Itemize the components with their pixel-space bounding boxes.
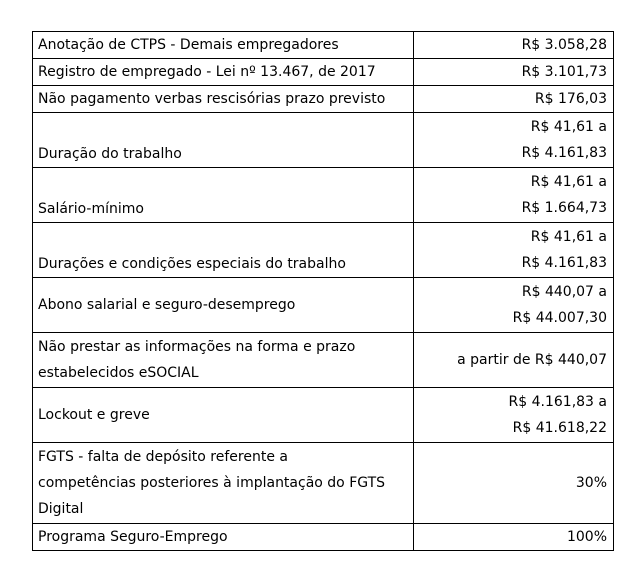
penalty-amount-text: R$ 3.101,73 xyxy=(521,64,607,80)
penalty-description-cell xyxy=(33,333,414,388)
penalty-amount-text: R$ 440,07 a xyxy=(521,284,607,300)
penalty-description-cell xyxy=(33,86,414,113)
penalty-description-text: Abono salarial e seguro-desemprego xyxy=(38,297,296,313)
penalty-amount-text: R$ 1.664,73 xyxy=(521,200,607,216)
penalty-amount-cell xyxy=(414,333,614,388)
penalty-amount-cell xyxy=(414,168,614,223)
penalty-amount-cell xyxy=(414,278,614,333)
penalty-description-text: estabelecidos eSOCIAL xyxy=(38,365,199,381)
penalty-amount-cell xyxy=(414,524,614,551)
penalty-amount-cell xyxy=(414,32,614,59)
penalty-amount-text: R$ 41,61 a xyxy=(530,229,607,245)
penalty-description-text: FGTS - falta de depósito referente a xyxy=(38,449,288,465)
penalty-description-text: Não pagamento verbas rescisórias prazo previsto xyxy=(38,91,386,107)
penalty-amount-cell xyxy=(414,443,614,524)
penalty-amount-cell xyxy=(414,59,614,86)
penalty-description-text: Lockout e greve xyxy=(38,407,150,423)
penalty-amount-text: 100% xyxy=(566,529,607,545)
penalty-description-text: Registro de empregado - Lei nº 13.467, de 2017 xyxy=(38,64,376,80)
penalty-description-cell xyxy=(33,524,414,551)
penalty-amount-cell xyxy=(414,86,614,113)
penalty-description-cell xyxy=(33,278,414,333)
table-row xyxy=(33,278,614,333)
penalty-description-text: Digital xyxy=(38,501,84,517)
penalty-amount-text: R$ 41,61 a xyxy=(530,119,607,135)
penalty-description-text: Salário-mínimo xyxy=(38,201,144,217)
penalty-description-text: Anotação de CTPS - Demais empregadores xyxy=(38,37,339,53)
penalty-amount-cell xyxy=(414,223,614,278)
penalty-amount-cell xyxy=(414,388,614,443)
penalty-description-text: Programa Seguro-Emprego xyxy=(38,529,228,545)
table-row xyxy=(33,388,614,443)
penalty-description-cell xyxy=(33,32,414,59)
table-row xyxy=(33,443,614,524)
penalty-description-text: Não prestar as informações na forma e prazo xyxy=(38,339,356,355)
penalties-table-body xyxy=(33,32,614,551)
table-row xyxy=(33,59,614,86)
penalty-description-text: competências posteriores à implantação do FGTS xyxy=(38,475,386,491)
penalty-description-text: Duração do trabalho xyxy=(38,146,182,162)
penalty-amount-text: R$ 4.161,83 xyxy=(521,255,607,271)
penalty-description-cell xyxy=(33,443,414,524)
penalty-amount-text: R$ 4.161,83 xyxy=(521,145,607,161)
table-row xyxy=(33,168,614,223)
penalty-amount-text: 30% xyxy=(575,475,607,491)
penalty-description-text: Durações e condições especiais do trabalho xyxy=(38,256,346,272)
penalty-description-cell xyxy=(33,223,414,278)
penalty-amount-text: R$ 4.161,83 a xyxy=(508,394,607,410)
table-row xyxy=(33,113,614,168)
table-row xyxy=(33,333,614,388)
penalty-amount-cell xyxy=(414,113,614,168)
penalties-table-container xyxy=(32,31,614,551)
penalty-amount-text: R$ 41,61 a xyxy=(530,174,607,190)
penalty-description-cell xyxy=(33,113,414,168)
penalty-description-cell xyxy=(33,168,414,223)
penalty-amount-text: R$ 41.618,22 xyxy=(512,420,607,436)
penalty-amount-text: R$ 44.007,30 xyxy=(512,310,607,326)
penalty-description-cell xyxy=(33,388,414,443)
penalty-amount-text: a partir de R$ 440,07 xyxy=(457,352,607,368)
table-row xyxy=(33,86,614,113)
penalty-description-cell xyxy=(33,59,414,86)
penalties-table xyxy=(32,31,614,551)
penalty-amount-text: R$ 176,03 xyxy=(534,91,607,107)
penalty-amount-text: R$ 3.058,28 xyxy=(521,37,607,53)
table-row xyxy=(33,32,614,59)
table-row xyxy=(33,223,614,278)
table-row xyxy=(33,524,614,551)
